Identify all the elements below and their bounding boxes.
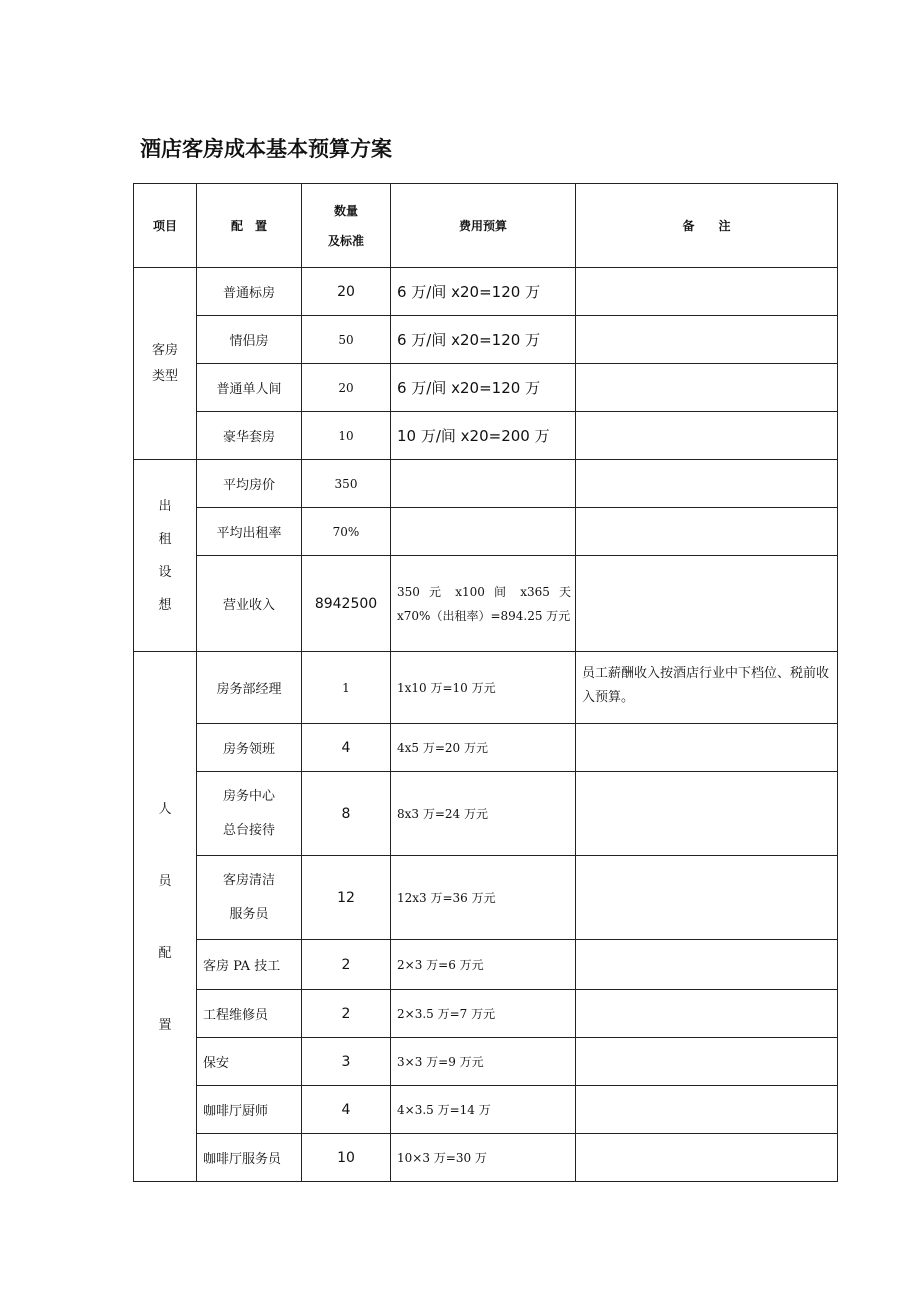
table-row xyxy=(134,652,838,724)
budget-table xyxy=(133,183,838,1182)
category-staff-char: 员 xyxy=(158,874,172,889)
row-note xyxy=(576,772,838,856)
row-budget: 6 万/间 x20=120 万 xyxy=(391,268,576,316)
row-name: 平均出租率 xyxy=(197,508,302,556)
row-qty: 50 xyxy=(302,316,391,364)
row-note xyxy=(576,556,838,652)
header-qty-line2: 及标准 xyxy=(327,233,364,248)
category-rooms-line1: 客房 xyxy=(151,342,178,358)
row-name: 平均房价 xyxy=(197,460,302,508)
row-qty: 3 xyxy=(302,1038,391,1086)
row-qty: 350 xyxy=(302,460,391,508)
row-qty: 10 xyxy=(302,1134,391,1182)
row-note xyxy=(576,364,838,412)
category-staff-char: 人 xyxy=(158,802,172,817)
row-name xyxy=(197,772,302,856)
row-budget: 8x3 万=24 万元 xyxy=(391,772,576,856)
category-rooms-line2: 类型 xyxy=(151,368,178,384)
row-name: 营业收入 xyxy=(197,556,302,652)
row-name-line1: 房务中心 xyxy=(222,788,275,804)
row-qty: 10 xyxy=(302,412,391,460)
row-qty: 20 xyxy=(302,268,391,316)
row-budget: 1x10 万=10 万元 xyxy=(391,652,576,724)
row-note xyxy=(576,724,838,772)
row-name: 工程维修员 xyxy=(197,990,302,1038)
table-row xyxy=(134,772,838,856)
row-budget xyxy=(391,508,576,556)
header-config: 配 置 xyxy=(197,184,302,268)
row-note xyxy=(576,268,838,316)
table-row xyxy=(134,940,838,990)
table-row xyxy=(134,856,838,940)
category-rental-char: 设 xyxy=(158,564,172,580)
row-qty: 8942500 xyxy=(302,556,391,652)
row-qty: 4 xyxy=(302,1086,391,1134)
table-row xyxy=(134,268,838,316)
category-rental-char: 想 xyxy=(158,597,172,613)
header-note: 备 注 xyxy=(576,184,838,268)
row-budget: 10×3 万=30 万 xyxy=(391,1134,576,1182)
category-rental-char: 出 xyxy=(158,498,172,514)
row-qty: 2 xyxy=(302,940,391,990)
row-qty: 1 xyxy=(302,652,391,724)
category-staff xyxy=(134,652,197,1182)
row-name: 普通标房 xyxy=(197,268,302,316)
row-budget: 350 元 x100 间 x365 天 x70%（出租率）=894.25 万元 xyxy=(391,556,576,652)
row-qty: 70% xyxy=(302,508,391,556)
category-staff-char: 配 xyxy=(158,946,172,961)
row-name-line1: 客房清洁 xyxy=(222,872,275,888)
header-qty xyxy=(302,184,391,268)
row-name-line2: 服务员 xyxy=(229,906,269,922)
row-budget: 4x5 万=20 万元 xyxy=(391,724,576,772)
header-item: 项目 xyxy=(134,184,197,268)
row-qty: 4 xyxy=(302,724,391,772)
row-name: 情侣房 xyxy=(197,316,302,364)
row-qty: 8 xyxy=(302,772,391,856)
row-budget xyxy=(391,460,576,508)
row-qty: 2 xyxy=(302,990,391,1038)
row-note: 员工薪酬收入按酒店行业中下档位、税前收入预算。 xyxy=(576,652,838,724)
row-budget: 6 万/间 x20=120 万 xyxy=(391,316,576,364)
row-name: 房务部经理 xyxy=(197,652,302,724)
row-budget: 6 万/间 x20=120 万 xyxy=(391,364,576,412)
row-name: 咖啡厅厨师 xyxy=(197,1086,302,1134)
row-name: 咖啡厅服务员 xyxy=(197,1134,302,1182)
table-row xyxy=(134,556,838,652)
row-name: 普通单人间 xyxy=(197,364,302,412)
category-rental xyxy=(134,460,197,652)
row-budget: 2×3.5 万=7 万元 xyxy=(391,990,576,1038)
row-note xyxy=(576,940,838,990)
table-row xyxy=(134,412,838,460)
page-title: 酒店客房成本基本预算方案 xyxy=(140,137,392,161)
row-note xyxy=(576,1038,838,1086)
table-row xyxy=(134,990,838,1038)
row-qty: 12 xyxy=(302,856,391,940)
row-qty: 20 xyxy=(302,364,391,412)
row-budget: 4×3.5 万=14 万 xyxy=(391,1086,576,1134)
table-header-row xyxy=(134,184,838,268)
row-note xyxy=(576,990,838,1038)
row-name: 客房 PA 技工 xyxy=(197,940,302,990)
row-name-line2: 总台接待 xyxy=(222,822,275,838)
row-name xyxy=(197,856,302,940)
row-budget: 12x3 万=36 万元 xyxy=(391,856,576,940)
row-note xyxy=(576,856,838,940)
row-note xyxy=(576,1086,838,1134)
category-rental-char: 租 xyxy=(158,531,172,547)
header-budget: 费用预算 xyxy=(391,184,576,268)
table-row xyxy=(134,1038,838,1086)
row-budget: 3×3 万=9 万元 xyxy=(391,1038,576,1086)
table-row xyxy=(134,460,838,508)
row-note xyxy=(576,316,838,364)
row-note xyxy=(576,460,838,508)
row-name: 豪华套房 xyxy=(197,412,302,460)
table-row xyxy=(134,508,838,556)
header-qty-line1: 数量 xyxy=(333,203,358,218)
table-row xyxy=(134,724,838,772)
row-name: 保安 xyxy=(197,1038,302,1086)
table-row xyxy=(134,1086,838,1134)
category-staff-char: 置 xyxy=(158,1018,172,1033)
table-row xyxy=(134,316,838,364)
table-row xyxy=(134,364,838,412)
row-note xyxy=(576,412,838,460)
row-budget: 10 万/间 x20=200 万 xyxy=(391,412,576,460)
row-note xyxy=(576,1134,838,1182)
row-note xyxy=(576,508,838,556)
row-budget: 2×3 万=6 万元 xyxy=(391,940,576,990)
category-rooms xyxy=(134,268,197,460)
row-name: 房务领班 xyxy=(197,724,302,772)
table-row xyxy=(134,1134,838,1182)
